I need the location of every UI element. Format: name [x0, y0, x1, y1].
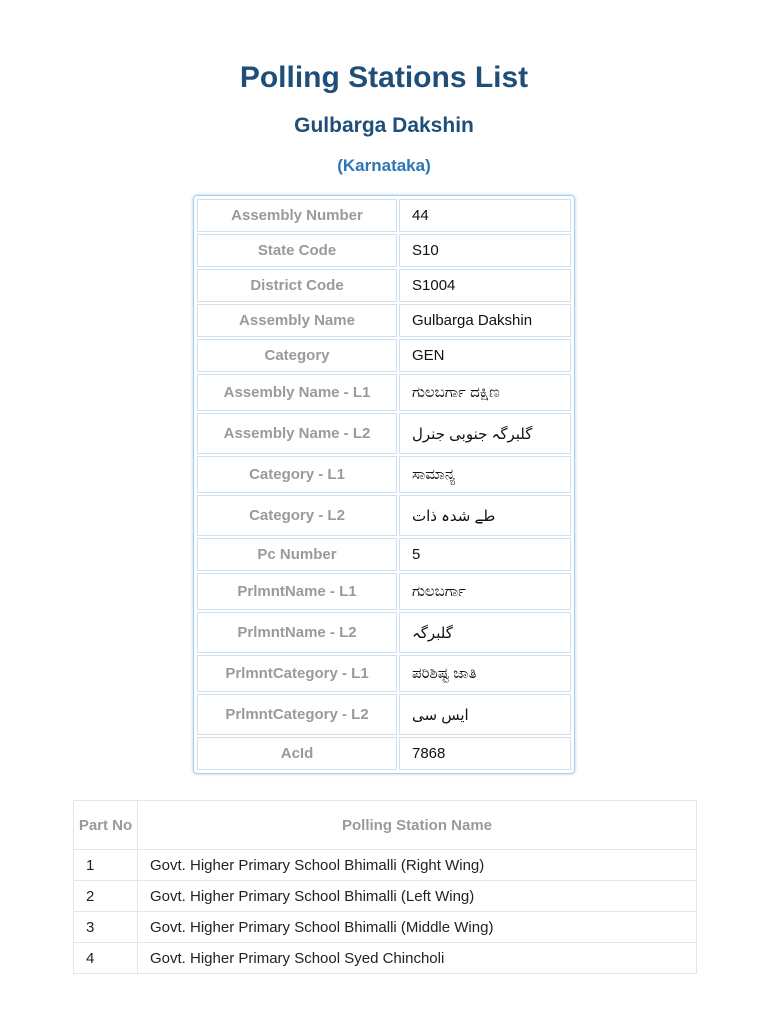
- part-no-cell: 4: [74, 943, 138, 974]
- details-label: Category: [197, 339, 397, 372]
- details-label: Assembly Name: [197, 304, 397, 337]
- details-row: [197, 374, 571, 411]
- details-value: S10: [399, 234, 571, 267]
- details-row: [197, 269, 571, 302]
- state-label: (Karnataka): [337, 156, 431, 175]
- part-no-cell: 3: [74, 912, 138, 943]
- details-value: 7868: [399, 737, 571, 770]
- details-row: [197, 339, 571, 372]
- details-label: PrlmntCategory - L2: [197, 694, 397, 735]
- details-label: PrlmntCategory - L1: [197, 655, 397, 692]
- details-row: [197, 413, 571, 454]
- details-label: District Code: [197, 269, 397, 302]
- details-label: Category - L2: [197, 495, 397, 536]
- details-label: Assembly Number: [197, 199, 397, 232]
- station-name-cell: Govt. Higher Primary School Bhimalli (Right Wing): [138, 850, 697, 881]
- table-row: [74, 943, 697, 974]
- station-name-cell: Govt. Higher Primary School Bhimalli (Left Wing): [138, 881, 697, 912]
- details-row: [197, 456, 571, 493]
- assembly-details-card: [193, 195, 575, 774]
- details-row: [197, 612, 571, 653]
- table-row: [74, 850, 697, 881]
- details-value: گلبرگہ جنوبی جنرل: [399, 413, 571, 454]
- details-label: Category - L1: [197, 456, 397, 493]
- details-row: [197, 573, 571, 610]
- details-value: 44: [399, 199, 571, 232]
- page-title: Polling Stations List: [239, 61, 529, 94]
- details-label: State Code: [197, 234, 397, 267]
- details-value: گلبرگہ: [399, 612, 571, 653]
- station-name-header: Polling Station Name: [138, 801, 697, 850]
- details-value: GEN: [399, 339, 571, 372]
- table-row: [74, 881, 697, 912]
- details-row: [197, 199, 571, 232]
- details-value: ಗುಲಬರ್ಗಾ ದಕ್ಷಿಣ: [399, 374, 571, 411]
- table-row: [74, 912, 697, 943]
- station-name-cell: Govt. Higher Primary School Syed Chincholi: [138, 943, 697, 974]
- details-label: Assembly Name - L1: [197, 374, 397, 411]
- details-row: [197, 495, 571, 536]
- details-value: ایس سی: [399, 694, 571, 735]
- station-name-cell: Govt. Higher Primary School Bhimalli (Middle Wing): [138, 912, 697, 943]
- details-row: [197, 737, 571, 770]
- part-no-header: Part No: [74, 801, 138, 850]
- polling-stations-table: [73, 800, 697, 974]
- polling-table-header: [74, 801, 697, 850]
- assembly-subtitle: Gulbarga Dakshin: [294, 114, 474, 137]
- part-no-cell: 1: [74, 850, 138, 881]
- details-value: طے شدہ ذات: [399, 495, 571, 536]
- details-value: S1004: [399, 269, 571, 302]
- details-value: ಪರಿಶಿಷ್ಟ ಜಾತಿ: [399, 655, 571, 692]
- details-row: [197, 304, 571, 337]
- details-row: [197, 234, 571, 267]
- details-value: 5: [399, 538, 571, 571]
- details-label: Pc Number: [197, 538, 397, 571]
- part-no-cell: 2: [74, 881, 138, 912]
- details-label: PrlmntName - L2: [197, 612, 397, 653]
- details-label: Assembly Name - L2: [197, 413, 397, 454]
- details-value: ಸಾಮಾನ್ಯ: [399, 456, 571, 493]
- details-row: [197, 655, 571, 692]
- details-label: PrlmntName - L1: [197, 573, 397, 610]
- details-value: Gulbarga Dakshin: [399, 304, 571, 337]
- details-label: AcId: [197, 737, 397, 770]
- details-value: ಗುಲಬರ್ಗಾ: [399, 573, 571, 610]
- assembly-details-table: [195, 197, 573, 772]
- details-row: [197, 694, 571, 735]
- details-row: [197, 538, 571, 571]
